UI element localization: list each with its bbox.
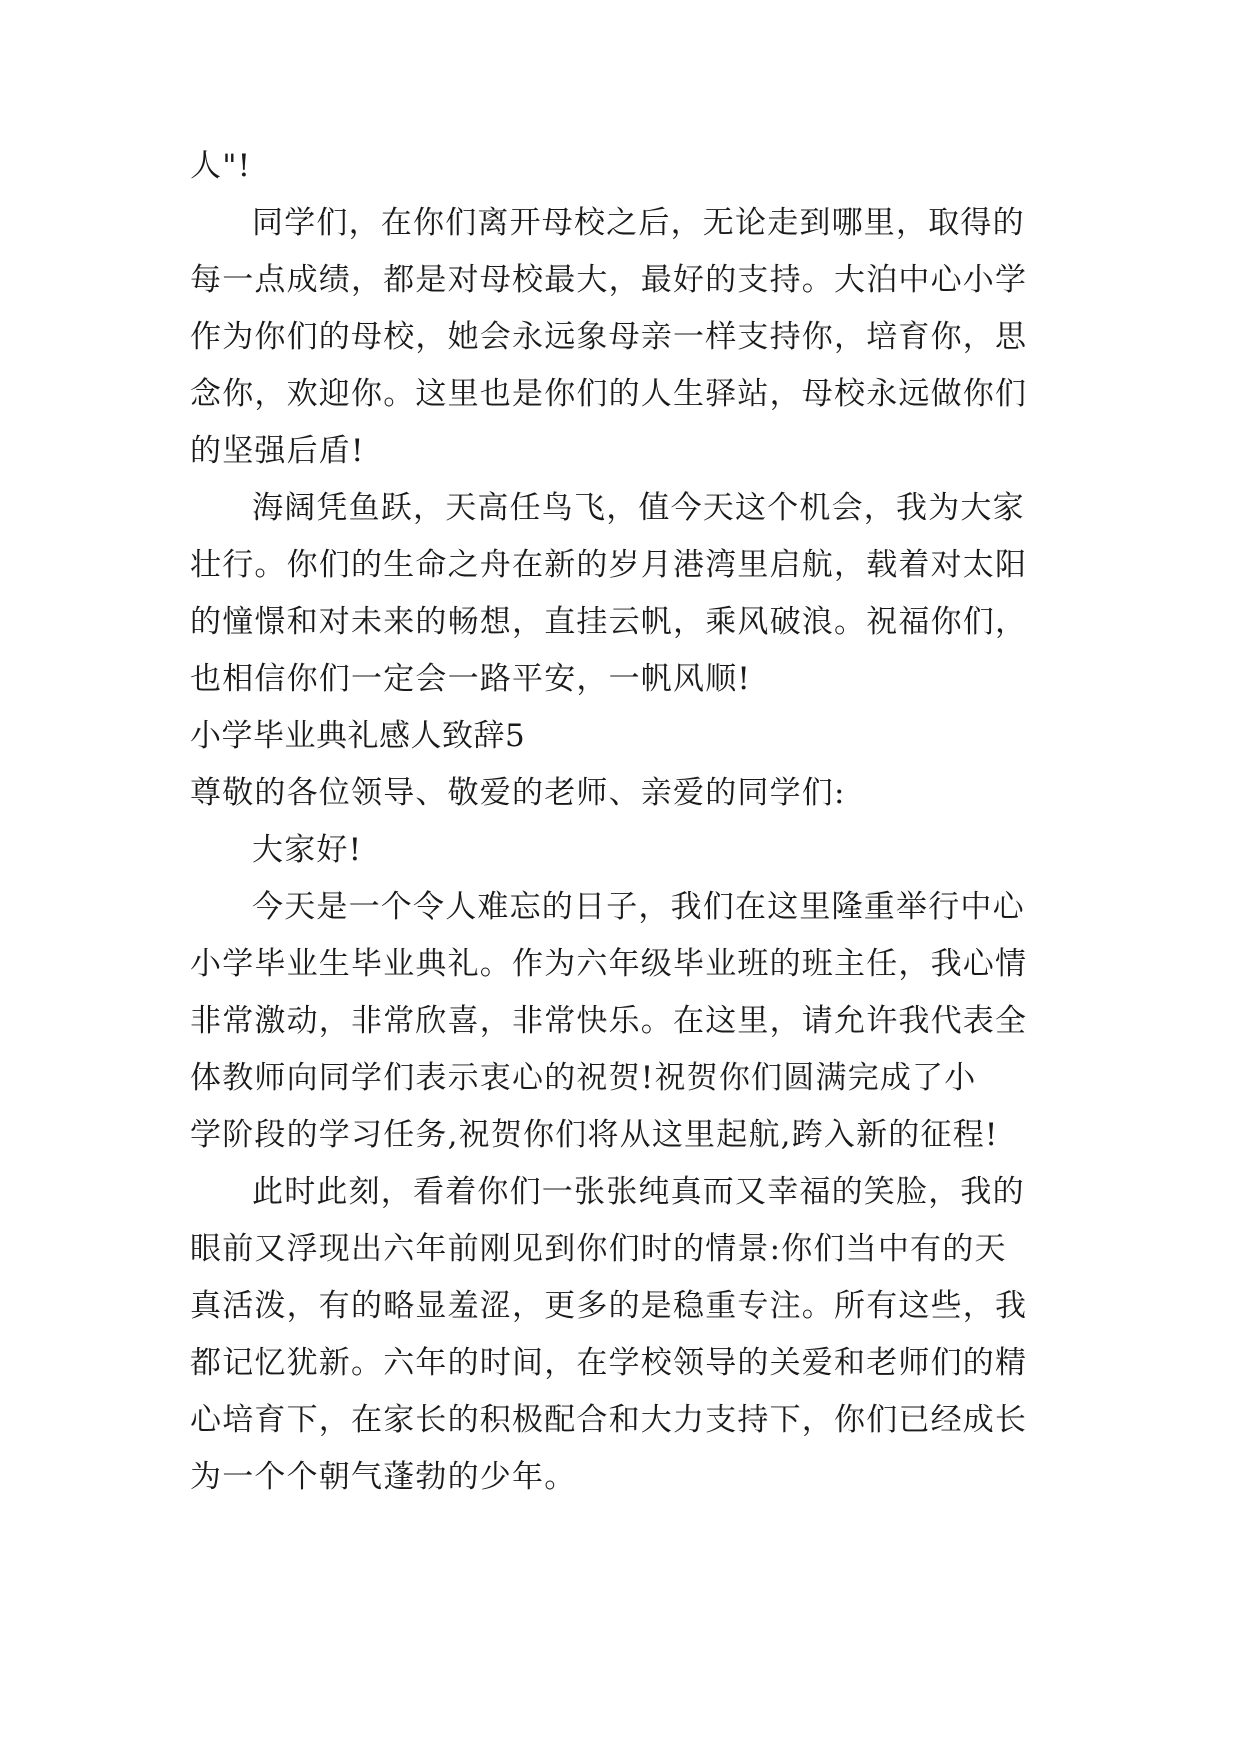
- text-line: 小学毕业生毕业典礼。作为六年级毕业班的班主任，我心情: [190, 946, 1028, 982]
- greeting: 大家好!: [252, 832, 363, 868]
- text-line: 的憧憬和对未来的畅想，直挂云帆，乘风破浪。祝福你们，: [190, 604, 1028, 640]
- text-line: 真活泼，有的略显羞涩，更多的是稳重专注。所有这些，我: [190, 1288, 1028, 1324]
- text-line: 体教师向同学们表示衷心的祝贺!祝贺你们圆满完成了小: [190, 1060, 977, 1096]
- text-line: 壮行。你们的生命之舟在新的岁月港湾里启航，载着对太阳: [190, 547, 1028, 583]
- section-heading: 小学毕业典礼感人致辞5: [190, 718, 526, 754]
- text-line: 非常激动，非常欣喜，非常快乐。在这里，请允许我代表全: [190, 1003, 1028, 1039]
- text-line: 心培育下，在家长的积极配合和大力支持下，你们已经成长: [190, 1402, 1028, 1438]
- text-line: 人"!: [190, 148, 252, 184]
- text-line: 作为你们的母校，她会永远象母亲一样支持你，培育你，思: [190, 319, 1028, 355]
- text-line: 眼前又浮现出六年前刚见到你们时的情景:你们当中有的天: [190, 1231, 1007, 1267]
- text-line: 也相信你们一定会一路平安，一帆风顺!: [190, 661, 752, 697]
- text-line: 的坚强后盾!: [190, 433, 365, 469]
- salutation: 尊敬的各位领导、敬爱的老师、亲爱的同学们:: [190, 775, 846, 811]
- paragraph-first-line: 海阔凭鱼跃，天高任鸟飞，值今天这个机会，我为大家: [252, 490, 1025, 526]
- text-line: 都记忆犹新。六年的时间，在学校领导的关爱和老师们的精: [190, 1345, 1028, 1381]
- text-line: 每一点成绩，都是对母校最大，最好的支持。大泊中心小学: [190, 262, 1028, 298]
- paragraph-first-line: 同学们，在你们离开母校之后，无论走到哪里，取得的: [252, 205, 1025, 241]
- paragraph-first-line: 此时此刻，看着你们一张张纯真而又幸福的笑脸，我的: [252, 1174, 1025, 1210]
- text-line: 学阶段的学习任务,祝贺你们将从这里起航,跨入新的征程!: [190, 1117, 999, 1153]
- text-line: 念你，欢迎你。这里也是你们的人生驿站，母校永远做你们: [190, 376, 1028, 412]
- paragraph-first-line: 今天是一个令人难忘的日子，我们在这里隆重举行中心: [252, 889, 1025, 925]
- text-line: 为一个个朝气蓬勃的少年。: [190, 1459, 577, 1495]
